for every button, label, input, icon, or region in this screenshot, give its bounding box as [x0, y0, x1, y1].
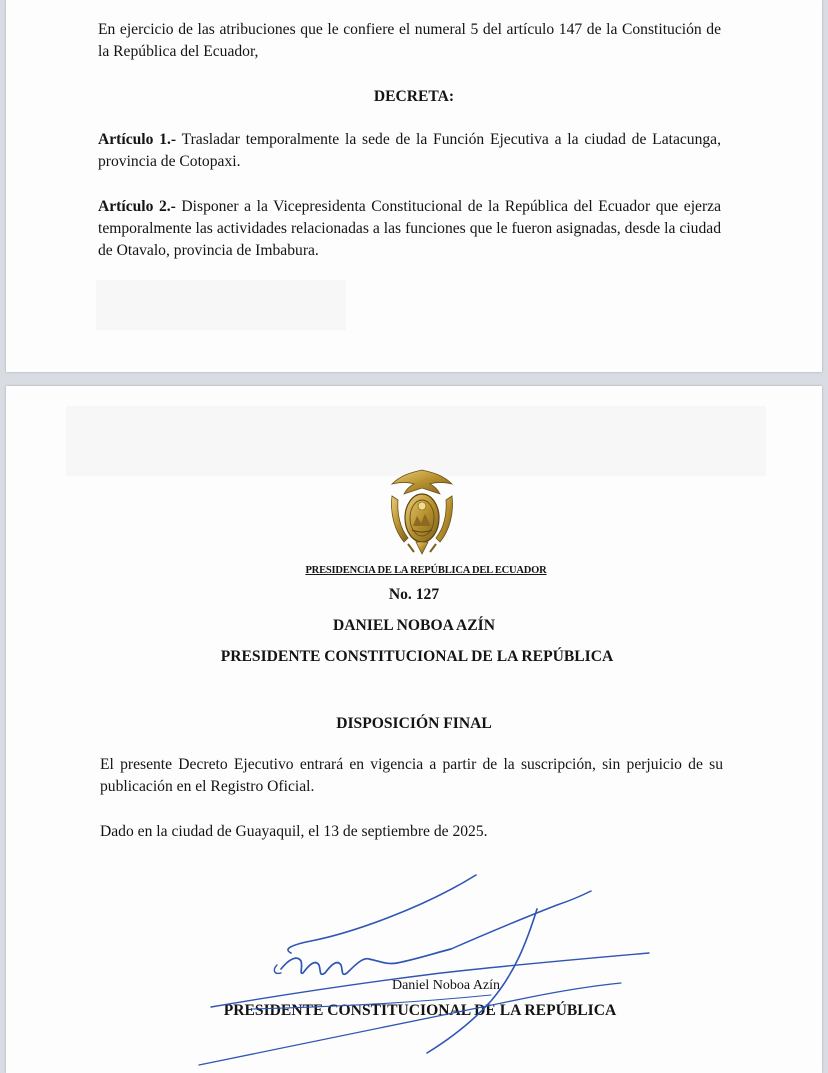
- article-1-label: Artículo 1.-: [98, 131, 177, 148]
- document-page-bottom: [6, 386, 822, 1073]
- president-title: PRESIDENTE CONSTITUCIONAL DE LA REPÚBLICA: [220, 648, 614, 665]
- article-2-text: Disponer a la Vicepresidenta Constitucional de la República del Ecuador que ejerza temporalmente las actividades relacionadas a las funciones que le fueron asignadas, desde la ciudad de Otavalo, provincia de Imbabura.: [98, 198, 721, 259]
- watermark-smudge: [96, 280, 346, 330]
- institution-name: PRESIDENCIA DE LA REPÚBLICA DEL ECUADOR: [305, 565, 547, 576]
- decreta-heading: DECRETA:: [373, 88, 455, 105]
- date-line: Dado en la ciudad de Guayaquil, el 13 de septiembre de 2025.: [100, 823, 488, 840]
- signatory-title: PRESIDENTE CONSTITUCIONAL DE LA REPÚBLICA: [223, 1002, 617, 1019]
- final-disposition-paragraph: El presente Decreto Ejecutivo entrará en vigencia a partir de la suscripción, sin perjuicio de su publicación en el Registro Oficial.: [100, 756, 723, 795]
- handwritten-signature: [191, 869, 661, 1069]
- article-2-label: Artículo 2.-: [98, 198, 176, 215]
- coat-of-arms-icon: [384, 468, 460, 558]
- document-page-top: [6, 0, 822, 372]
- decree-number: No. 127: [388, 586, 440, 603]
- watermark-smudge: [66, 406, 766, 476]
- final-disposition-heading: DISPOSICIÓN FINAL: [336, 715, 492, 732]
- article-1-paragraph: [98, 129, 721, 173]
- president-name: DANIEL NOBOA AZÍN: [332, 617, 496, 634]
- signatory-name: Daniel Noboa Azín: [391, 978, 501, 993]
- article-2-paragraph: [98, 196, 721, 262]
- article-1-text: Trasladar temporalmente la sede de la Función Ejecutiva a la ciudad de Latacunga, provincia de Cotopaxi.: [98, 131, 722, 170]
- preamble-paragraph: En ejercicio de las atribuciones que le confiere el numeral 5 del artículo 147 de la Constitución de la República del Ecuador,: [98, 21, 721, 60]
